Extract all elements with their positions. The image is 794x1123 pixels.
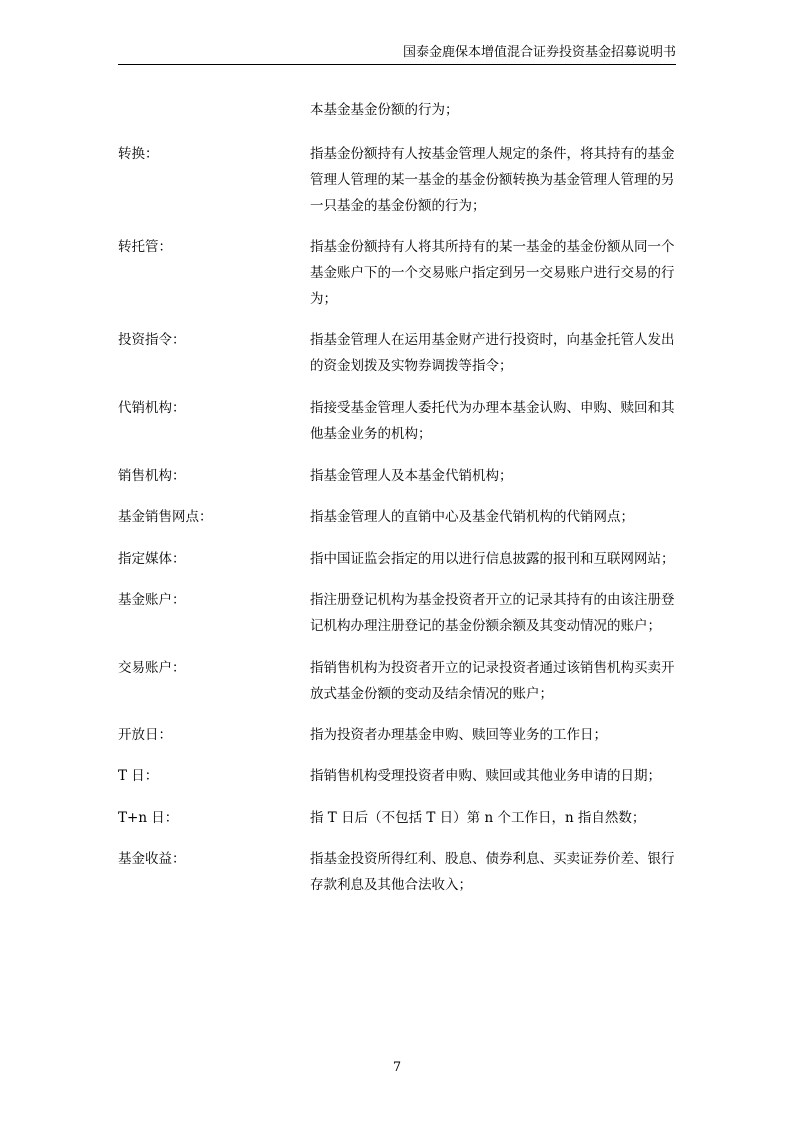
definition: 指为投资者办理基金申购、赎回等业务的工作日； — [310, 727, 607, 743]
definition: 指中国证监会指定的用以进行信息披露的报刊和互联网网站； — [310, 551, 675, 567]
page-header — [118, 44, 676, 65]
definition-row — [118, 763, 678, 789]
term: 投资指令： — [118, 332, 186, 348]
definition: 指销售机构受理投资者申购、赎回或其他业务申请的日期； — [310, 768, 661, 784]
definition: 指基金管理人及本基金代销机构； — [310, 468, 513, 484]
definition-row — [118, 846, 678, 898]
definition-row — [118, 722, 678, 748]
definition-row — [118, 234, 678, 312]
continuation-row — [118, 97, 678, 123]
continuation-text: 本基金基金份额的行为； — [310, 102, 459, 118]
definitions-section — [118, 97, 678, 898]
term: 基金账户： — [118, 592, 186, 608]
definition: 指基金投资所得红利、股息、债券利息、买卖证券价差、银行存款利息及其他合法收入； — [310, 851, 675, 893]
term: 销售机构： — [118, 468, 186, 484]
definition: 指基金份额持有人按基金管理人规定的条件，将其持有的基金管理人管理的某一基金的基金份额转换为基金管理人管理的另一只基金的基金份额的行为； — [310, 146, 675, 214]
term: 指定媒体： — [118, 551, 186, 567]
term: T+n 日： — [118, 810, 179, 826]
definition: 指 T 日后（不包括 T 日）第 n 个工作日，n 指自然数； — [310, 810, 646, 826]
term: 交易账户： — [118, 660, 186, 676]
definition: 指基金管理人的直销中心及基金代销机构的代销网点； — [310, 509, 634, 525]
definition: 指销售机构为投资者开立的记录投资者通过该销售机构买卖开放式基金份额的变动及结余情况的账户； — [310, 660, 675, 702]
definition-row — [118, 546, 678, 572]
definition: 指基金份额持有人将其所持有的某一基金的基金份额从同一个基金账户下的一个交易账户指定到另一交易账户进行交易的行为； — [310, 239, 675, 307]
term: T 日： — [118, 768, 159, 784]
definition-row — [118, 463, 678, 489]
page-number: 7 — [392, 1060, 402, 1075]
definition-row — [118, 805, 678, 831]
document-title: 国泰金鹿保本增值混合证券投资基金招募说明书 — [402, 45, 676, 60]
term: 转托管： — [118, 239, 172, 255]
term: 基金销售网点： — [118, 509, 213, 525]
term: 基金收益： — [118, 851, 186, 867]
definition-row — [118, 504, 678, 530]
term: 转换： — [118, 146, 159, 162]
term: 代销机构： — [118, 400, 186, 416]
definition-row — [118, 655, 678, 707]
definition-row — [118, 327, 678, 379]
definition-row — [118, 141, 678, 219]
definition-row — [118, 395, 678, 447]
term: 开放日： — [118, 727, 172, 743]
definition: 指基金管理人在运用基金财产进行投资时，向基金托管人发出的资金划拨及实物券调拨等指令； — [310, 332, 675, 374]
definition-row — [118, 587, 678, 639]
definition: 指接受基金管理人委托代为办理本基金认购、申购、赎回和其他基金业务的机构； — [310, 400, 675, 442]
definition: 指注册登记机构为基金投资者开立的记录其持有的由该注册登记机构办理注册登记的基金份额余额及其变动情况的账户； — [310, 592, 675, 634]
